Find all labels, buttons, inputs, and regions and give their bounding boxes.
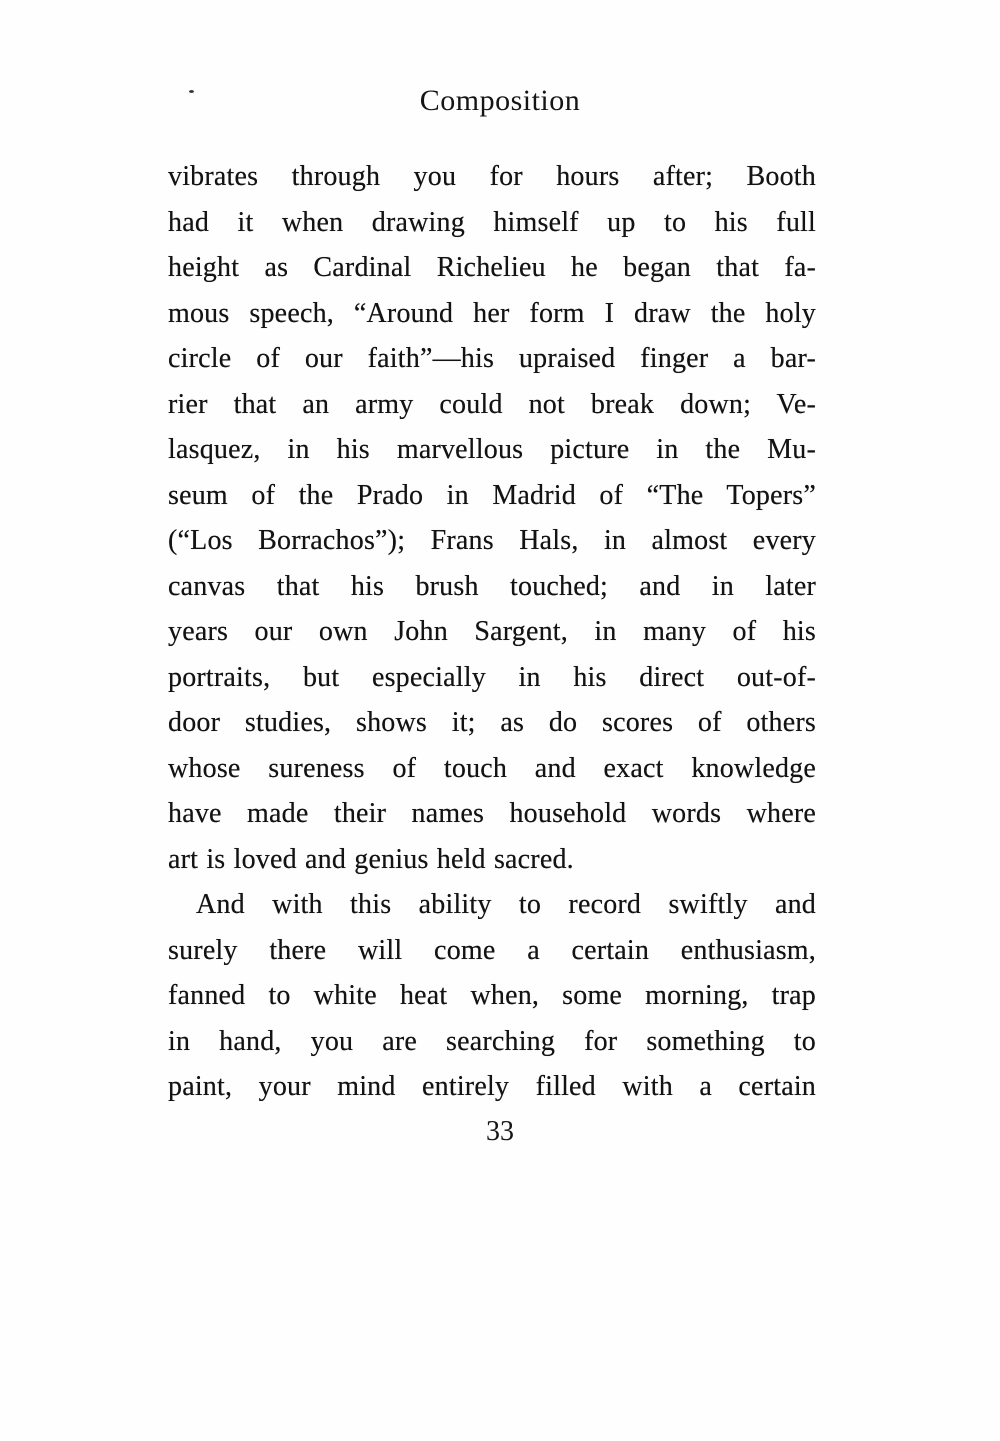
text-line: rier that an army could not break down; Ve- bbox=[168, 388, 816, 420]
text-line: mous speech, “Around her form I draw the holy bbox=[168, 297, 816, 329]
text-line: seum of the Prado in Madrid of “The Topers” bbox=[168, 479, 816, 511]
body-text bbox=[168, 154, 816, 1110]
text-line: whose sureness of touch and exact knowledge bbox=[168, 752, 816, 784]
text-line: surely there will come a certain enthusiasm, bbox=[168, 934, 816, 966]
text-line: canvas that his brush touched; and in later bbox=[168, 570, 816, 602]
text-line: height as Cardinal Richelieu he began that fa- bbox=[168, 252, 816, 283]
text-line-paragraph-end: art is loved and genius held sacred. bbox=[168, 843, 574, 875]
text-line: (“Los Borrachos”); Frans Hals, in almost every bbox=[168, 525, 816, 556]
text-line-paragraph-start: And with this ability to record swiftly and bbox=[196, 889, 816, 920]
page-number: 33 bbox=[486, 1116, 514, 1147]
text-line: circle of our faith”—his upraised finger a bar- bbox=[168, 343, 816, 374]
text-line: years our own John Sargent, in many of his bbox=[168, 616, 816, 647]
text-line: lasquez, in his marvellous picture in the Mu- bbox=[168, 434, 816, 465]
text-line: portraits, but especially in his direct out-of- bbox=[168, 661, 816, 693]
running-head: Composition bbox=[419, 84, 581, 117]
scan-speck bbox=[189, 90, 194, 93]
text-line: had it when drawing himself up to his full bbox=[168, 206, 816, 238]
text-line: paint, your mind entirely filled with a certain bbox=[168, 1071, 816, 1102]
text-line: door studies, shows it; as do scores of others bbox=[168, 707, 816, 738]
text-line: vibrates through you for hours after; Booth bbox=[168, 161, 816, 192]
text-line: in hand, you are searching for something to bbox=[168, 1025, 816, 1057]
text-line: fanned to white heat when, some morning, trap bbox=[168, 980, 816, 1011]
text-line: have made their names household words where bbox=[168, 798, 816, 829]
